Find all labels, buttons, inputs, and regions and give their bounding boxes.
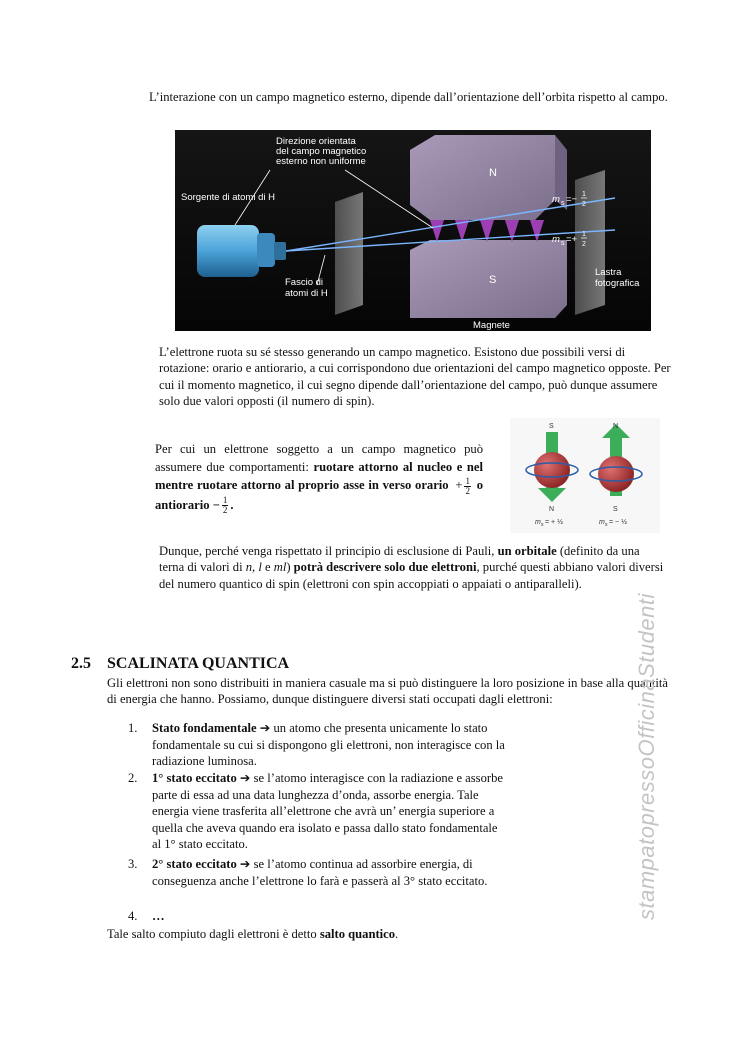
source-label: Sorgente di atomi di H [181, 192, 275, 203]
plate-label-2: fotografica [595, 278, 640, 289]
intro-paragraph: L’interazione con un campo magnetico esterno, dipende dall’orientazione dell’orbita rispetto al campo. [149, 90, 668, 104]
section-title: SCALINATA QUANTICA [107, 655, 290, 672]
svg-text:=+: =+ [566, 234, 578, 245]
closing-line: Tale salto compiuto dagli elettroni è detto salto quantico. [107, 927, 399, 941]
magnet-label: Magnete [473, 320, 510, 331]
watermark: stampatopressoOfficinaStudenti [634, 593, 659, 920]
list-item-2: 2. 1° stato eccitato ➔ se l’atomo interagisce con la radiazione e assorbe parte di essa ad una data lunghezza d’onda, assorbe energia. Tale energia viene trasferita all’elettrone che avrà un’ energia superiore a quella che aveva quando era isolato e passa dallo stato fondamentale al 1° stato eccitato. [128, 771, 503, 851]
left-bottom-pole: N [549, 506, 555, 513]
south-pole-label: S [489, 274, 497, 286]
stern-gerlach-figure [175, 130, 651, 331]
plate-label-1: Lastra [595, 267, 622, 278]
electron-ball-left [534, 452, 570, 488]
beam-label-1: Fascio di [285, 277, 324, 288]
list-item-4: 4. … [128, 909, 165, 923]
svg-text:s: s [541, 522, 544, 528]
direction-label-2: del campo magnetico [276, 146, 367, 157]
direction-label-1: Direzione orientata [276, 136, 356, 147]
svg-text:2: 2 [582, 241, 586, 248]
electron-ball-right [598, 456, 634, 492]
svg-text:s: s [561, 240, 565, 247]
svg-text:1: 1 [582, 231, 586, 238]
electron-spin-figure [510, 418, 660, 533]
north-pole-label: N [489, 167, 497, 179]
svg-text:1: 1 [582, 191, 586, 198]
right-top-pole: N [613, 423, 619, 430]
atom-source [197, 225, 259, 277]
svg-text:s: s [561, 200, 565, 207]
section-number: 2.5 [71, 655, 91, 672]
left-top-pole: S [549, 423, 554, 430]
svg-text:s: s [605, 522, 608, 528]
svg-text:= + ½: = + ½ [545, 519, 563, 526]
svg-text:m: m [535, 519, 541, 526]
svg-text:=−: =− [566, 194, 578, 205]
list-item-3: 3. 2° stato eccitato ➔ se l’atomo continua ad assorbire energia, di conseguenza anche l’elettrone lo farà e passerà al 3° stato eccitato. [128, 857, 488, 888]
svg-text:= − ½: = − ½ [609, 519, 627, 526]
list-item-1: 1. Stato fondamentale ➔ un atomo che presenta unicamente lo stato fondamentale su cui si dispongono gli elettroni, non interagisce con la radiazione luminosa. [128, 721, 505, 768]
svg-text:m: m [552, 194, 560, 205]
beam-label-2: atomi di H [285, 288, 328, 299]
svg-text:m: m [552, 234, 560, 245]
svg-text:m: m [599, 519, 605, 526]
right-bottom-pole: S [613, 506, 618, 513]
pauli-paragraph: Dunque, perché venga rispettato il principio di esclusione di Pauli, un orbitale (definito da una terna di valori di n, l e ml) potrà descrivere solo due elettroni, purché questi abbiano valori diversi del numero quantico di spin (elettroni con spin accoppiati o appaiati o antiparalleli). [159, 544, 664, 591]
section-intro: Gli elettroni non sono distribuiti in maniera casuale ma si può distinguere la loro posizione in base alla quantità di energia che hanno. Possiamo, dunque distinguere diversi stati occupati dagli elettroni: [107, 676, 668, 707]
behaviour-paragraph: Per cui un elettrone soggetto a un campo magnetico può assumere due comportamenti: ruotare attorno al nucleo e nel mentre ruotare attorno al proprio asse in verso orario + $\frac{1}{2}$ o antiorario − $\frac{1}{2}$ . [155, 442, 484, 516]
spin-paragraph: L’elettrone ruota su sé stesso generando un campo magnetico. Esistono due possibili versi di rotazione: orario e antiorario, a cui corrispondono due orientazioni del campo magnetico opposte. Per cui il momento magnetico, il cui segno dipende dall’orientazione del campo, può dunque assumere solo due valori opposti (il numero di spin). [159, 345, 671, 408]
svg-text:2: 2 [582, 201, 586, 208]
direction-label-3: esterno non uniforme [276, 156, 366, 167]
